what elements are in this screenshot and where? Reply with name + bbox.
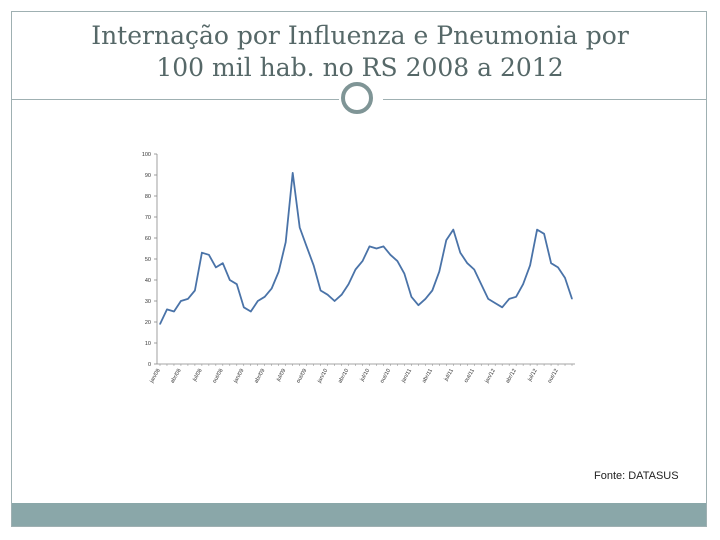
data-point xyxy=(537,229,538,230)
x-tick-label: abr/11 xyxy=(421,368,435,385)
data-point xyxy=(474,269,475,270)
data-point xyxy=(327,294,328,295)
x-tick-label: jul/08 xyxy=(191,368,204,383)
data-point xyxy=(523,284,524,285)
series-line xyxy=(160,173,572,324)
y-tick-label: 20 xyxy=(144,320,151,326)
data-point xyxy=(390,254,391,255)
data-point xyxy=(418,305,419,306)
data-point xyxy=(166,309,167,310)
x-tick-label: out/11 xyxy=(463,368,476,384)
data-point xyxy=(404,273,405,274)
data-point xyxy=(355,269,356,270)
data-point xyxy=(264,296,265,297)
data-point xyxy=(243,307,244,308)
data-point xyxy=(313,265,314,266)
y-tick-label: 100 xyxy=(141,152,151,158)
data-point xyxy=(544,233,545,234)
data-point xyxy=(460,252,461,253)
data-point xyxy=(453,229,454,230)
data-point xyxy=(481,284,482,285)
title-divider-left xyxy=(11,99,339,100)
data-point xyxy=(236,284,237,285)
data-point xyxy=(222,263,223,264)
y-tick-label: 0 xyxy=(147,362,151,368)
data-point xyxy=(557,267,558,268)
y-tick-label: 10 xyxy=(144,341,151,347)
data-point xyxy=(509,298,510,299)
x-tick-label: jul/11 xyxy=(443,368,456,383)
data-point xyxy=(299,227,300,228)
data-point xyxy=(571,298,572,299)
data-point xyxy=(495,303,496,304)
y-tick-label: 90 xyxy=(144,173,151,179)
data-point xyxy=(271,288,272,289)
x-tick-label: jan/11 xyxy=(400,368,414,384)
line-chart xyxy=(125,140,585,400)
data-point xyxy=(530,265,531,266)
x-tick-label: jul/09 xyxy=(275,368,288,383)
title-line-1: Internação por Influenza e Pneumonia por xyxy=(91,21,629,50)
data-point xyxy=(383,246,384,247)
x-tick-label: jan/08 xyxy=(149,368,162,384)
data-point xyxy=(208,254,209,255)
x-tick-label: out/08 xyxy=(211,368,225,385)
data-point xyxy=(229,279,230,280)
data-point xyxy=(194,290,195,291)
y-tick-label: 70 xyxy=(144,215,151,221)
x-tick-label: abr/08 xyxy=(169,368,183,385)
data-point xyxy=(376,248,377,249)
slide-title xyxy=(0,20,720,84)
data-point xyxy=(215,267,216,268)
data-point xyxy=(564,277,565,278)
data-point xyxy=(278,271,279,272)
data-point xyxy=(334,300,335,301)
footer-bar xyxy=(12,503,706,526)
data-point xyxy=(257,300,258,301)
data-point xyxy=(439,271,440,272)
data-point xyxy=(467,263,468,264)
circle-ornament-icon xyxy=(341,82,373,114)
data-point xyxy=(488,298,489,299)
data-point xyxy=(411,296,412,297)
data-point xyxy=(502,307,503,308)
data-point xyxy=(187,298,188,299)
x-tick-label: abr/10 xyxy=(337,368,351,385)
x-tick-label: jan/10 xyxy=(316,368,330,384)
data-point xyxy=(250,311,251,312)
y-tick-label: 50 xyxy=(144,257,151,263)
y-tick-label: 30 xyxy=(144,299,151,305)
data-point xyxy=(159,324,160,325)
x-tick-label: jul/12 xyxy=(527,368,539,383)
x-tick-label: jan/12 xyxy=(484,368,497,384)
data-point xyxy=(432,290,433,291)
data-point xyxy=(446,240,447,241)
data-point xyxy=(341,294,342,295)
data-point xyxy=(306,246,307,247)
x-tick-label: abr/09 xyxy=(253,368,267,385)
title-line-2: 100 mil hab. no RS 2008 a 2012 xyxy=(156,53,564,82)
x-tick-label: out/09 xyxy=(295,368,309,385)
source-note: Fonte: DATASUS xyxy=(594,470,679,482)
x-tick-label: jan/09 xyxy=(232,368,246,384)
data-point xyxy=(201,252,202,253)
x-tick-label: jul/10 xyxy=(359,368,372,383)
data-point xyxy=(292,172,293,173)
x-tick-label: abr/12 xyxy=(504,368,518,385)
data-point xyxy=(369,246,370,247)
data-point xyxy=(285,242,286,243)
y-tick-label: 40 xyxy=(144,278,151,284)
data-point xyxy=(348,284,349,285)
data-point xyxy=(362,261,363,262)
data-point xyxy=(516,296,517,297)
data-point xyxy=(397,261,398,262)
data-point xyxy=(425,298,426,299)
data-point xyxy=(180,300,181,301)
data-point xyxy=(173,311,174,312)
x-tick-label: out/10 xyxy=(379,368,393,385)
data-point xyxy=(551,263,552,264)
data-point xyxy=(320,290,321,291)
x-tick-label: out/12 xyxy=(546,368,560,385)
title-divider-right xyxy=(383,99,707,100)
y-tick-label: 80 xyxy=(144,194,151,200)
y-tick-label: 60 xyxy=(144,236,151,242)
